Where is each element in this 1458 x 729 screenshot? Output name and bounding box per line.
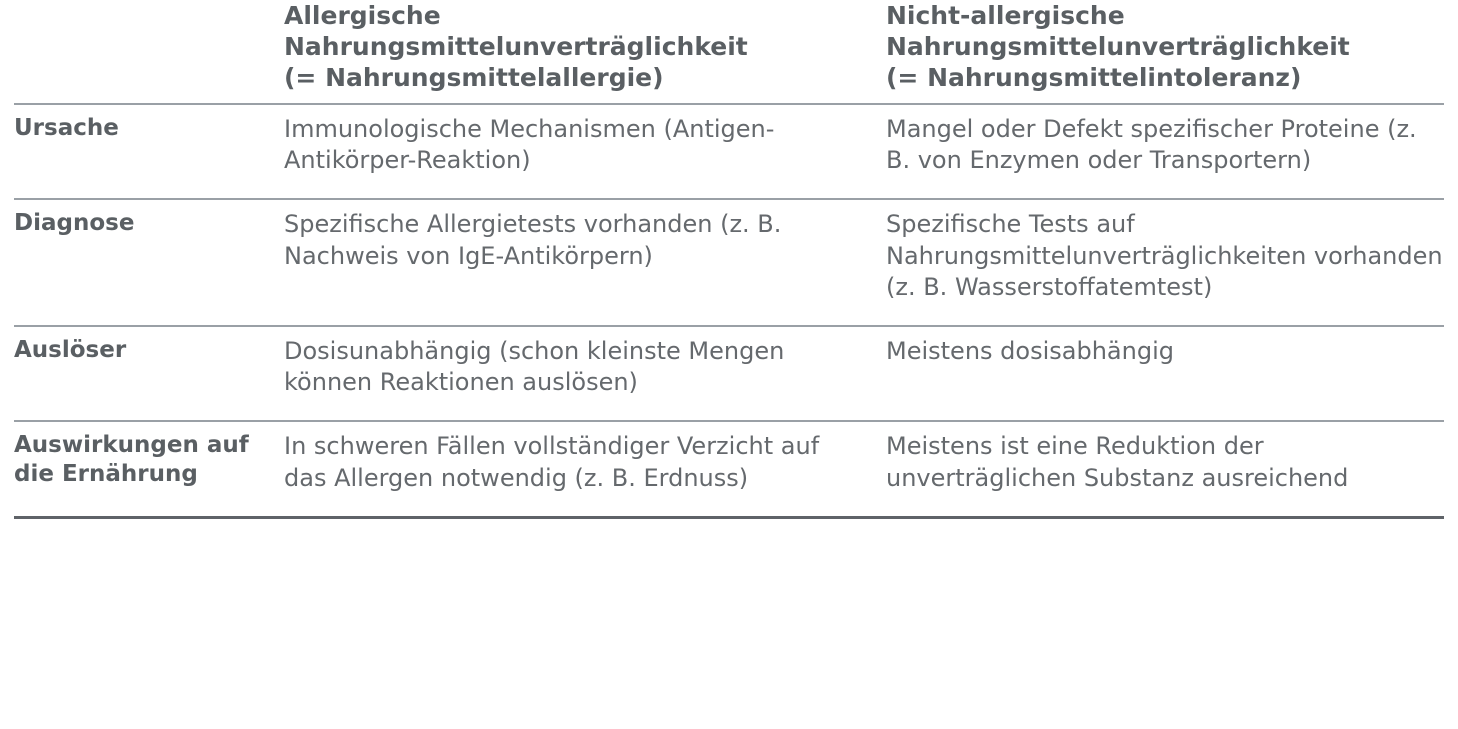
row-label-auswirkungen: Auswirkungen auf die Ernährung	[14, 421, 266, 517]
table-row	[14, 104, 1444, 199]
column-header-allergisch-line1: Allergische	[284, 1, 441, 30]
column-header-allergisch-line2: Nahrungsmittelunverträglichkeit	[284, 32, 748, 61]
cell-auswirkungen-allergisch: In schweren Fällen vollständiger Verzicht auf das Allergen notwendig (z. B. Erdnuss)	[266, 421, 868, 517]
cell-ursache-allergisch: Immunologische Mechanismen (Antigen-Antikörper-Reaktion)	[266, 104, 868, 199]
column-header-empty	[14, 0, 266, 104]
column-header-allergisch	[266, 0, 868, 104]
cell-diagnose-nicht-allergisch: Spezifische Tests auf Nahrungsmittelunverträglichkeiten vorhanden (z. B. Wasserstoffatemtest)	[868, 199, 1444, 326]
row-label-ursache: Ursache	[14, 104, 266, 199]
table-row	[14, 421, 1444, 517]
column-header-nicht-allergisch	[868, 0, 1444, 104]
row-label-ausloeser: Auslöser	[14, 326, 266, 421]
cell-ursache-nicht-allergisch: Mangel oder Defekt spezifischer Proteine (z. B. von Enzymen oder Transportern)	[868, 104, 1444, 199]
table-body	[14, 104, 1444, 517]
table-header	[14, 0, 1444, 104]
column-header-nicht-allergisch-line1: Nicht-allergische	[886, 1, 1125, 30]
row-label-diagnose: Diagnose	[14, 199, 266, 326]
column-header-allergisch-line3: (= Nahrungsmittelallergie)	[284, 63, 664, 92]
cell-ausloeser-allergisch: Dosisunabhängig (schon kleinste Mengen können Reaktionen auslösen)	[266, 326, 868, 421]
cell-ausloeser-nicht-allergisch: Meistens dosisabhängig	[868, 326, 1444, 421]
column-header-nicht-allergisch-line3: (= Nahrungsmittelintoleranz)	[886, 63, 1302, 92]
column-header-nicht-allergisch-line2: Nahrungsmittelunverträglichkeit	[886, 32, 1350, 61]
comparison-table	[14, 0, 1444, 519]
cell-diagnose-allergisch: Spezifische Allergietests vorhanden (z. B. Nachweis von IgE-Antikörpern)	[266, 199, 868, 326]
cell-auswirkungen-nicht-allergisch: Meistens ist eine Reduktion der unverträglichen Substanz ausreichend	[868, 421, 1444, 517]
table-row	[14, 199, 1444, 326]
table-row	[14, 326, 1444, 421]
table-header-row	[14, 0, 1444, 104]
